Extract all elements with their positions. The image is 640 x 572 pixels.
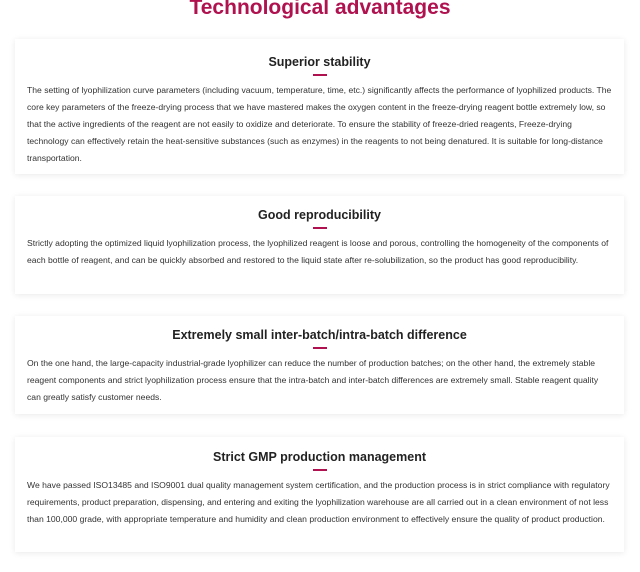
card-good-reproducibility (15, 196, 624, 294)
card-divider (313, 469, 327, 471)
card-title: Good reproducibility (258, 208, 381, 222)
card-divider (313, 347, 327, 349)
card-body: Strictly adopting the optimized liquid lyophilization process, the lyophilized reagent is loose and porous, controlling the homogeneity of the components of each bottle of reagent, and can be quickly absorbed and restored to the liquid state after re-solubilization, so the product has good reproducibility. (27, 238, 609, 265)
card-divider (313, 227, 327, 229)
card-body: We have passed ISO13485 and ISO9001 dual quality management system certification, and the production process is in strict compliance with regulatory requirements, product preparation, dispensing, and entering and exiting the lyophilization warehouse are all carried out in a clean environment of not less than 100,000 grade, with appropriate temperature and humidity and clean production environment to effectively ensure the quality of product production. (27, 480, 610, 524)
card-divider (313, 74, 327, 76)
card-batch-difference (15, 316, 624, 414)
card-body: The setting of lyophilization curve parameters (including vacuum, temperature, time, etc.) significantly affects the performance of lyophilized products. The core key parameters of the freeze-drying process that we have mastered makes the oxygen content in the freeze-drying reagent bottle extremely low, so that the active ingredients of the reagent are not easily to oxidize and deteriorate. To ensure the stability of freeze-dried reagents, Freeze-drying technology can effectively retain the heat-sensitive substances (such as enzymes) in the reagents to not being denatured. It is suitable for long-distance transportation. (27, 85, 612, 163)
card-superior-stability (15, 39, 624, 174)
card-body: On the one hand, the large-capacity industrial-grade lyophilizer can reduce the number of production batches; on the other hand, the extremely stable reagent components and strict lyophilization process ensure that the intra-batch and inter-batch differences are extremely small. Stable reagent quality can greatly satisfy customer needs. (27, 358, 599, 402)
card-title: Extremely small inter-batch/intra-batch difference (172, 328, 467, 342)
card-gmp-management (15, 437, 624, 552)
page-title: Technological advantages (189, 0, 451, 19)
card-title: Superior stability (268, 55, 371, 69)
card-title: Strict GMP production management (213, 450, 426, 464)
